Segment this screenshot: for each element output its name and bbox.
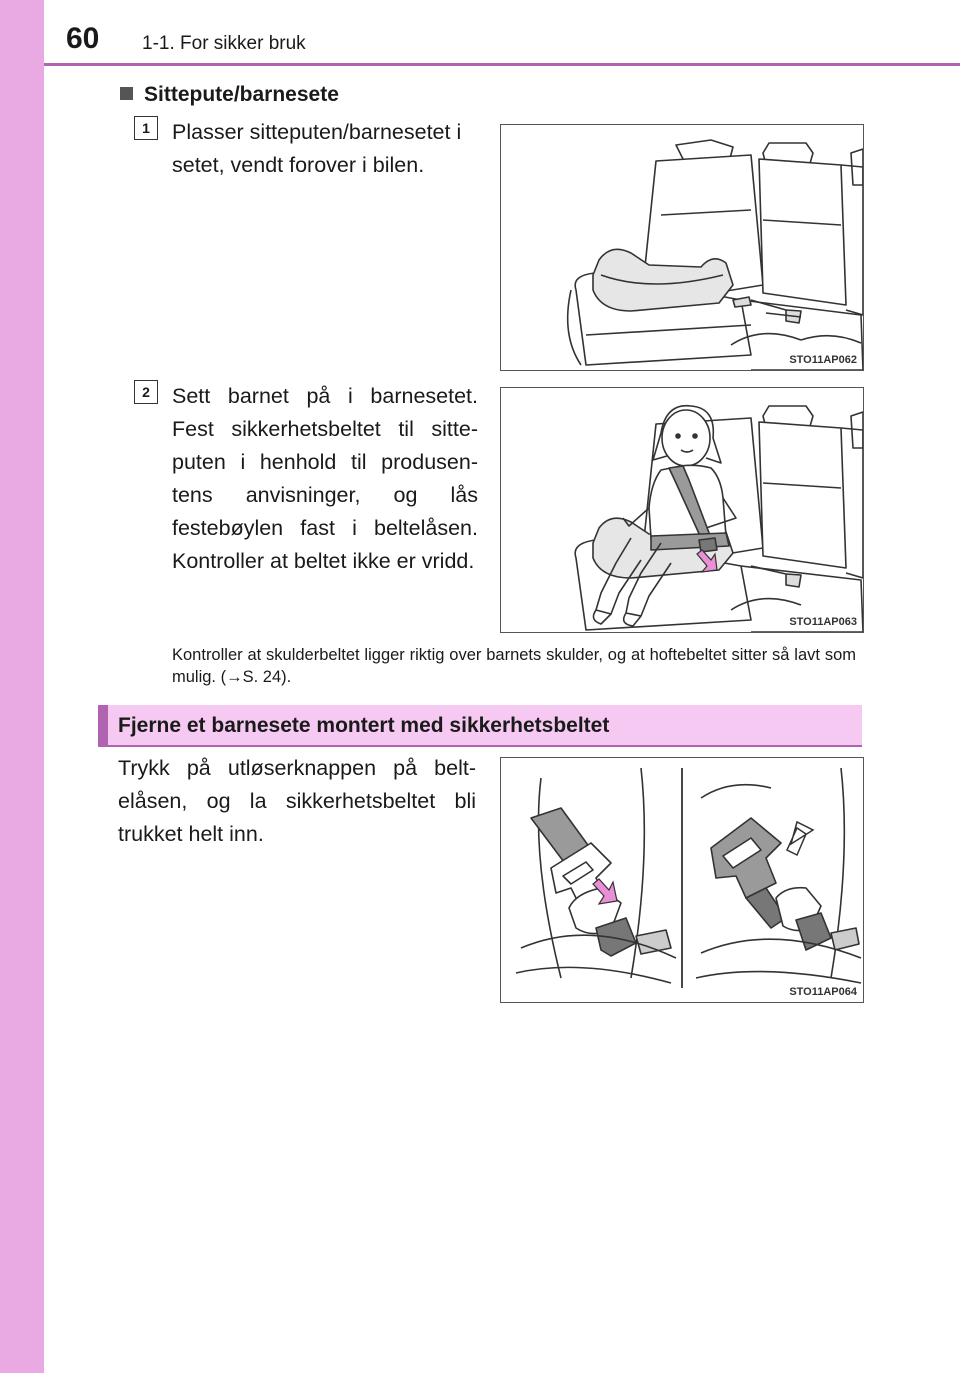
figure-child-seated — [500, 387, 864, 633]
figure-code-2: STO11AP063 — [789, 616, 857, 628]
step-1-text: Plasser sitteputen/barnesetet i setet, vendt forover i bilen. — [172, 120, 462, 177]
chapter-title: 1-1. For sikker bruk — [142, 33, 306, 54]
square-bullet-icon — [120, 87, 133, 100]
page-number: 60 — [66, 22, 100, 55]
section-body-text: Trykk på utløserknappen på belt-elåsen, og la sikkerhetsbeltet bli trukket helt inn. — [118, 756, 476, 846]
figure-booster-seat — [500, 124, 864, 371]
booster-seat-illustration — [501, 125, 863, 370]
step-2-text: Sett barnet på i barnesetet. Fest sikkerhetsbeltet til sitte-puten i henhold til produsen-tens anvisninger, og lås festebøylen fast i beltelåsen. Kontroller at beltet ikke er vridd. — [172, 384, 478, 573]
side-tab-bar — [0, 0, 44, 1373]
sub-heading — [120, 82, 339, 107]
section-title: Fjerne et barnesete montert med sikkerhetsbeltet — [118, 714, 610, 737]
step-number-2: 2 — [134, 380, 158, 404]
step-number-1: 1 — [134, 116, 158, 140]
belt-fit-note: Kontroller at skulderbeltet ligger riktig over barnets skulder, og at hoftebeltet sitter så lavt som mulig. (→S. 24). — [172, 646, 856, 686]
child-in-booster-illustration — [501, 388, 863, 632]
sub-heading-text: Sittepute/barnesete — [144, 83, 339, 106]
section-accent — [98, 705, 108, 745]
section-heading — [98, 705, 862, 747]
figure-code-3: STO11AP064 — [789, 986, 857, 998]
retract-arrow-icon — [787, 822, 813, 855]
belt-release-illustration — [501, 758, 863, 1002]
figure-code-1: STO11AP062 — [789, 354, 857, 366]
figure-belt-release — [500, 757, 864, 1003]
header-rule — [44, 63, 960, 66]
